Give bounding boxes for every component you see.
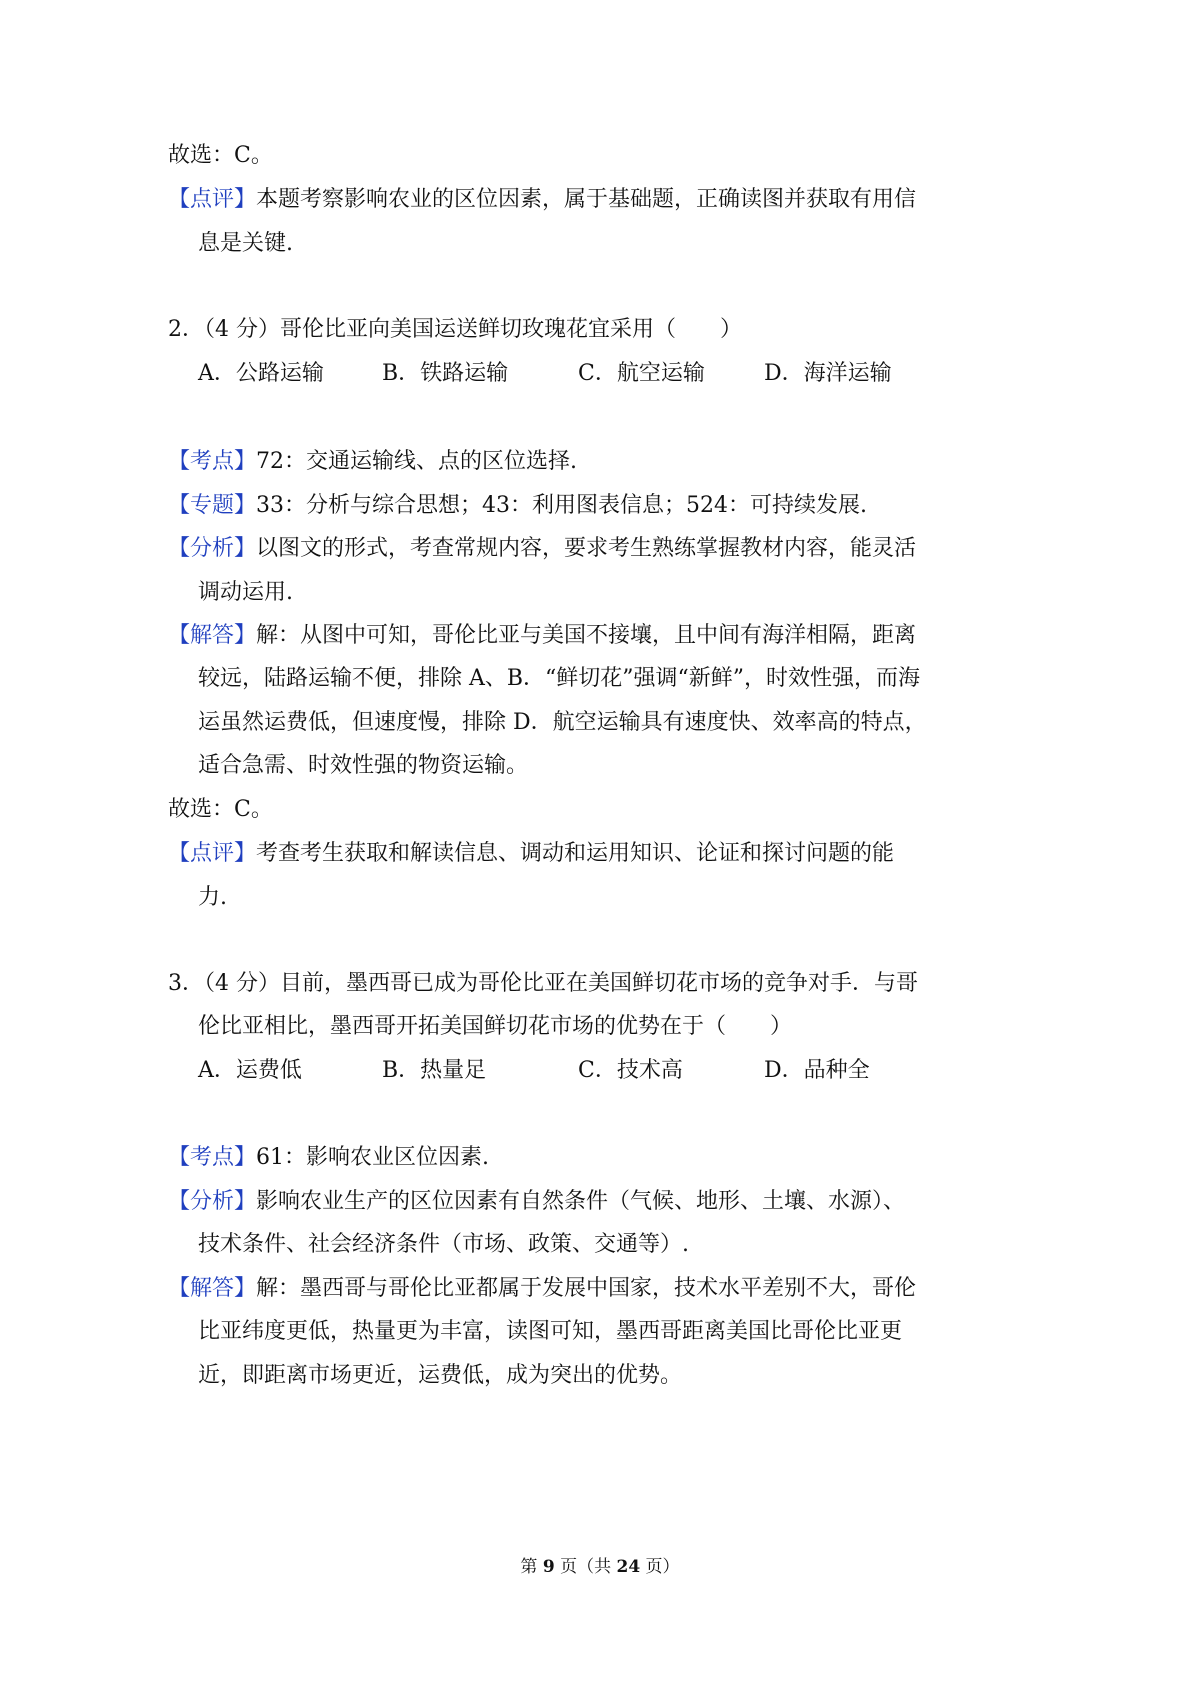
- review-text: 本题考察影响农业的区位因素，属于基础题，正确读图并获取有用信: [256, 187, 917, 212]
- q3-option-b: B．热量足: [382, 1058, 487, 1083]
- q3-fenxi: [168, 1188, 905, 1216]
- q2-jieda-cont-2: 运虽然运费低，但速度慢，排除 D．航空运输具有速度快、效率高的特点，: [198, 710, 927, 735]
- q2-option-d: D．海洋运输: [764, 361, 892, 386]
- q3-kaodian: [168, 1144, 489, 1172]
- zhuanti-text: 33：分析与综合思想；43：利用图表信息；524：可持续发展.: [256, 493, 867, 518]
- jieda-tag: 【解答】: [168, 623, 257, 648]
- review-tag: 【点评】: [168, 841, 257, 866]
- q2-review-cont: 力.: [198, 885, 227, 910]
- q3-stem-cont: 伦比亚相比，墨西哥开拓美国鲜切花市场的优势在于（ ）: [198, 1014, 793, 1039]
- q2-option-c: C．航空运输: [578, 361, 705, 386]
- q2-zhuanti: [168, 492, 867, 520]
- q1-review-cont: 息是关键.: [198, 231, 293, 256]
- q2-option-b: B．铁路运输: [382, 361, 509, 386]
- q3-jieda-cont-1: 比亚纬度更低，热量更为丰富，读图可知，墨西哥距离美国比哥伦比亚更: [198, 1319, 903, 1344]
- footer-middle: 页（共: [554, 1557, 617, 1577]
- jieda-text: 解：墨西哥与哥伦比亚都属于发展中国家，技术水平差别不大，哥伦: [256, 1276, 917, 1301]
- q1-review: [168, 186, 916, 214]
- kaodian-tag: 【考点】: [168, 1145, 257, 1170]
- fenxi-text: 影响农业生产的区位因素有自然条件（气候、地形、土壤、水源）、: [256, 1189, 906, 1214]
- q3-option-c: C．技术高: [578, 1058, 683, 1083]
- q3-jieda-cont-2: 近，即距离市场更近，运费低，成为突出的优势。: [198, 1363, 683, 1388]
- q3-jieda: [168, 1275, 916, 1303]
- q2-jieda: [168, 622, 916, 650]
- jieda-tag: 【解答】: [168, 1276, 257, 1301]
- jieda-text: 解：从图中可知，哥伦比亚与美国不接壤，且中间有海洋相隔，距离: [256, 623, 917, 648]
- q2-jieda-cont-3: 适合急需、时效性强的物资运输。: [198, 753, 529, 778]
- q2-fenxi-cont: 调动运用.: [198, 580, 293, 605]
- q2-kaodian: [168, 448, 577, 476]
- kaodian-text: 61：影响农业区位因素.: [256, 1145, 490, 1170]
- q2-jieda-cont-1: 较远，陆路运输不便，排除 A、B．“鲜切花”强调“新鲜”，时效性强，而海: [198, 666, 921, 691]
- q3-option-d: D．品种全: [764, 1058, 870, 1083]
- fenxi-text: 以图文的形式，考查常规内容，要求考生熟练掌握教材内容，能灵活: [256, 536, 917, 561]
- page-footer: [0, 1556, 1200, 1578]
- zhuanti-tag: 【专题】: [168, 493, 257, 518]
- kaodian-text: 72：交通运输线、点的区位选择.: [256, 449, 578, 474]
- fenxi-tag: 【分析】: [168, 536, 257, 561]
- q2-option-a: A．公路运输: [198, 361, 324, 386]
- review-text: 考查考生获取和解读信息、调动和运用知识、论证和探讨问题的能: [256, 841, 895, 866]
- kaodian-tag: 【考点】: [168, 449, 257, 474]
- q2-answer: 故选：C。: [168, 797, 273, 822]
- q3-stem: 3．（4 分）目前，墨西哥已成为哥伦比亚在美国鲜切花市场的竞争对手．与哥: [168, 971, 918, 996]
- q3-option-a: A．运费低: [198, 1058, 302, 1083]
- total-pages: 24: [616, 1557, 641, 1577]
- fenxi-tag: 【分析】: [168, 1189, 257, 1214]
- review-tag: 【点评】: [168, 187, 257, 212]
- q3-fenxi-cont: 技术条件、社会经济条件（市场、政策、交通等）.: [198, 1232, 689, 1257]
- footer-prefix: 第: [520, 1557, 543, 1577]
- q1-answer: 故选：C。: [168, 143, 273, 168]
- page-number: 9: [542, 1557, 555, 1577]
- q2-stem: 2．（4 分）哥伦比亚向美国运送鲜切玫瑰花宜采用（ ）: [168, 317, 742, 342]
- footer-suffix: 页）: [640, 1557, 680, 1577]
- q2-fenxi: [168, 535, 916, 563]
- q2-review: [168, 840, 894, 868]
